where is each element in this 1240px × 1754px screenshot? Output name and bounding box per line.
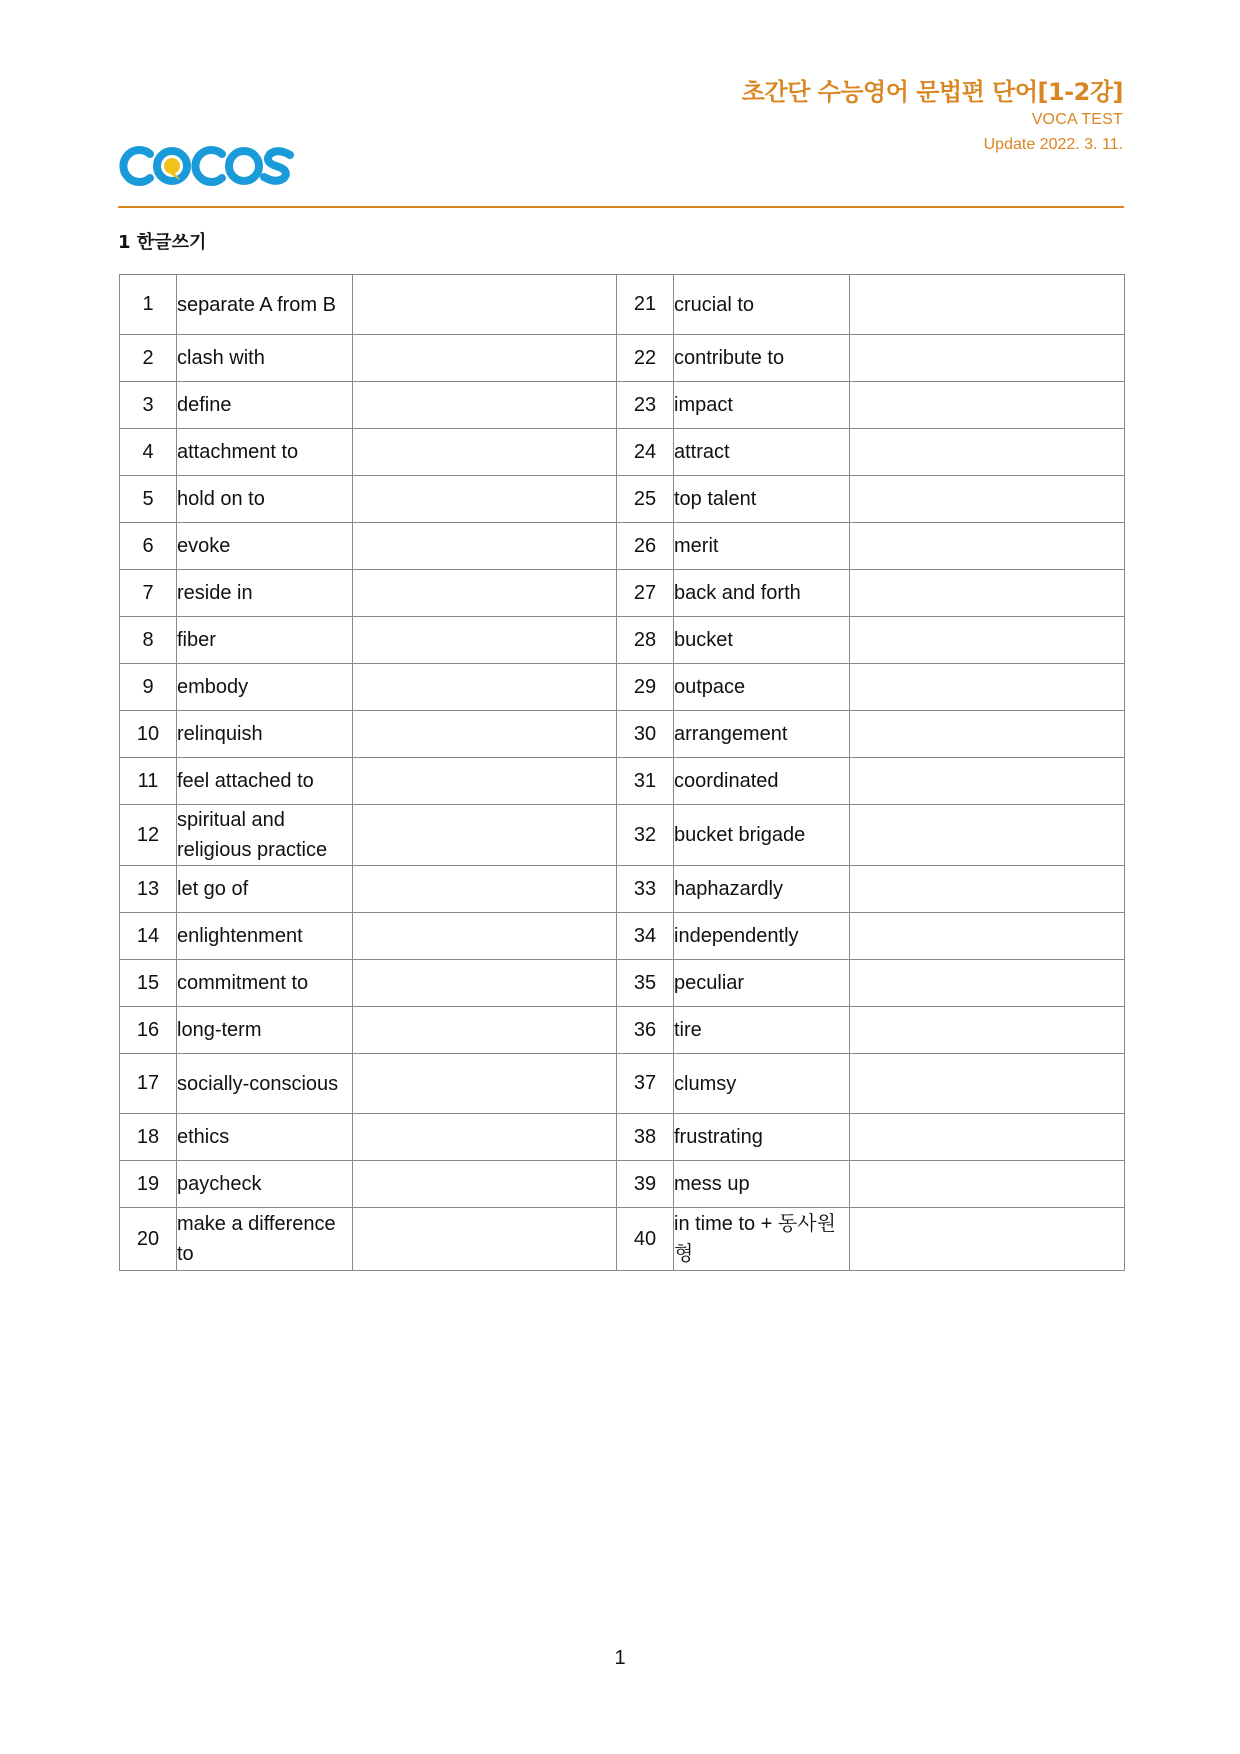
- item-number-left: 17: [120, 1054, 177, 1114]
- vocab-table: [119, 274, 1125, 1271]
- english-word-left: define: [177, 382, 353, 429]
- answer-cell-left[interactable]: [353, 1208, 617, 1271]
- table-row: [120, 1161, 1125, 1208]
- english-word-right: bucket: [674, 617, 850, 664]
- english-word-left: relinquish: [177, 711, 353, 758]
- section-title: 1 한글쓰기: [118, 232, 207, 253]
- item-number-right: 22: [617, 335, 674, 382]
- item-number-right: 36: [617, 1007, 674, 1054]
- answer-cell-right[interactable]: [850, 805, 1125, 866]
- english-word-right: impact: [674, 382, 850, 429]
- item-number-right: 24: [617, 429, 674, 476]
- item-number-left: 3: [120, 382, 177, 429]
- item-number-left: 11: [120, 758, 177, 805]
- answer-cell-left[interactable]: [353, 960, 617, 1007]
- english-word-right: independently: [674, 913, 850, 960]
- item-number-right: 31: [617, 758, 674, 805]
- table-row: [120, 570, 1125, 617]
- table-row: [120, 335, 1125, 382]
- answer-cell-left[interactable]: [353, 913, 617, 960]
- item-number-left: 1: [120, 275, 177, 335]
- english-word-right: back and forth: [674, 570, 850, 617]
- table-row: [120, 1114, 1125, 1161]
- answer-cell-right[interactable]: [850, 866, 1125, 913]
- answer-cell-right[interactable]: [850, 382, 1125, 429]
- table-row: [120, 476, 1125, 523]
- table-row: [120, 429, 1125, 476]
- table-row: [120, 523, 1125, 570]
- item-number-left: 2: [120, 335, 177, 382]
- answer-cell-left[interactable]: [353, 711, 617, 758]
- answer-cell-left[interactable]: [353, 382, 617, 429]
- answer-cell-left[interactable]: [353, 1161, 617, 1208]
- item-number-left: 19: [120, 1161, 177, 1208]
- answer-cell-left[interactable]: [353, 758, 617, 805]
- item-number-right: 30: [617, 711, 674, 758]
- english-word-left: socially-conscious: [177, 1054, 353, 1114]
- table-row: [120, 805, 1125, 866]
- item-number-right: 29: [617, 664, 674, 711]
- document-header: [742, 72, 1123, 154]
- english-word-left: spiritual and religious practice: [177, 805, 353, 866]
- item-number-right: 23: [617, 382, 674, 429]
- item-number-right: 26: [617, 523, 674, 570]
- english-word-right: contribute to: [674, 335, 850, 382]
- item-number-left: 13: [120, 866, 177, 913]
- english-word-left: ethics: [177, 1114, 353, 1161]
- table-row: [120, 913, 1125, 960]
- english-word-left: let go of: [177, 866, 353, 913]
- answer-cell-left[interactable]: [353, 570, 617, 617]
- item-number-left: 15: [120, 960, 177, 1007]
- item-number-left: 5: [120, 476, 177, 523]
- answer-cell-right[interactable]: [850, 1161, 1125, 1208]
- english-word-right: haphazardly: [674, 866, 850, 913]
- answer-cell-left[interactable]: [353, 429, 617, 476]
- answer-cell-left[interactable]: [353, 275, 617, 335]
- english-word-right: tire: [674, 1007, 850, 1054]
- answer-cell-right[interactable]: [850, 758, 1125, 805]
- answer-cell-right[interactable]: [850, 913, 1125, 960]
- answer-cell-right[interactable]: [850, 664, 1125, 711]
- item-number-right: 25: [617, 476, 674, 523]
- english-word-left: clash with: [177, 335, 353, 382]
- english-word-right: crucial to: [674, 275, 850, 335]
- table-row: [120, 617, 1125, 664]
- item-number-right: 34: [617, 913, 674, 960]
- answer-cell-right[interactable]: [850, 335, 1125, 382]
- answer-cell-right[interactable]: [850, 617, 1125, 664]
- document-title: 초간단 수능영어 문법편 단어[1-2강]: [741, 78, 1123, 106]
- item-number-right: 32: [617, 805, 674, 866]
- answer-cell-left[interactable]: [353, 476, 617, 523]
- english-word-left: enlightenment: [177, 913, 353, 960]
- answer-cell-right[interactable]: [850, 1054, 1125, 1114]
- answer-cell-right[interactable]: [850, 275, 1125, 335]
- table-row: [120, 275, 1125, 335]
- answer-cell-left[interactable]: [353, 617, 617, 664]
- answer-cell-right[interactable]: [850, 523, 1125, 570]
- answer-cell-right[interactable]: [850, 1208, 1125, 1271]
- table-row: [120, 1208, 1125, 1271]
- item-number-left: 10: [120, 711, 177, 758]
- item-number-right: 39: [617, 1161, 674, 1208]
- english-word-right: bucket brigade: [674, 805, 850, 866]
- answer-cell-right[interactable]: [850, 476, 1125, 523]
- table-row: [120, 664, 1125, 711]
- item-number-left: 18: [120, 1114, 177, 1161]
- english-word-right: clumsy: [674, 1054, 850, 1114]
- answer-cell-right[interactable]: [850, 570, 1125, 617]
- answer-cell-left[interactable]: [353, 523, 617, 570]
- table-row: [120, 1054, 1125, 1114]
- item-number-right: 28: [617, 617, 674, 664]
- answer-cell-left[interactable]: [353, 335, 617, 382]
- english-word-right: top talent: [674, 476, 850, 523]
- answer-cell-left[interactable]: [353, 1007, 617, 1054]
- table-row: [120, 866, 1125, 913]
- english-word-left: fiber: [177, 617, 353, 664]
- item-number-left: 8: [120, 617, 177, 664]
- answer-cell-left[interactable]: [353, 805, 617, 866]
- english-word-right: attract: [674, 429, 850, 476]
- answer-cell-right[interactable]: [850, 711, 1125, 758]
- item-number-left: 20: [120, 1208, 177, 1271]
- answer-cell-right[interactable]: [850, 1114, 1125, 1161]
- item-number-left: 9: [120, 664, 177, 711]
- update-date: Update 2022. 3. 11.: [983, 136, 1123, 153]
- item-number-right: 38: [617, 1114, 674, 1161]
- english-word-left: reside in: [177, 570, 353, 617]
- english-word-right: mess up: [674, 1161, 850, 1208]
- table-row: [120, 960, 1125, 1007]
- item-number-left: 7: [120, 570, 177, 617]
- english-word-right: in time to + 동사원형: [674, 1208, 850, 1271]
- item-number-left: 6: [120, 523, 177, 570]
- item-number-left: 12: [120, 805, 177, 866]
- item-number-right: 37: [617, 1054, 674, 1114]
- item-number-right: 27: [617, 570, 674, 617]
- english-word-right: peculiar: [674, 960, 850, 1007]
- english-word-left: separate A from B: [177, 275, 353, 335]
- answer-cell-right[interactable]: [850, 960, 1125, 1007]
- english-word-left: make a difference to: [177, 1208, 353, 1271]
- english-word-right: merit: [674, 523, 850, 570]
- english-word-left: hold on to: [177, 476, 353, 523]
- table-row: [120, 382, 1125, 429]
- english-word-left: long-term: [177, 1007, 353, 1054]
- document-subtitle: VOCA TEST: [1031, 111, 1123, 128]
- item-number-left: 14: [120, 913, 177, 960]
- cocos-logo: [118, 144, 298, 188]
- answer-cell-left[interactable]: [353, 664, 617, 711]
- english-word-left: embody: [177, 664, 353, 711]
- answer-cell-left[interactable]: [353, 1054, 617, 1114]
- item-number-left: 16: [120, 1007, 177, 1054]
- english-word-right: frustrating: [674, 1114, 850, 1161]
- answer-cell-right[interactable]: [850, 429, 1125, 476]
- english-word-left: feel attached to: [177, 758, 353, 805]
- table-row: [120, 711, 1125, 758]
- header-divider: [118, 206, 1124, 208]
- english-word-left: evoke: [177, 523, 353, 570]
- answer-cell-right[interactable]: [850, 1007, 1125, 1054]
- item-number-right: 35: [617, 960, 674, 1007]
- page-number: 1: [614, 1647, 626, 1669]
- item-number-right: 21: [617, 275, 674, 335]
- english-word-left: paycheck: [177, 1161, 353, 1208]
- english-word-left: attachment to: [177, 429, 353, 476]
- table-row: [120, 758, 1125, 805]
- item-number-right: 40: [617, 1208, 674, 1271]
- answer-cell-left[interactable]: [353, 1114, 617, 1161]
- english-word-right: coordinated: [674, 758, 850, 805]
- item-number-right: 33: [617, 866, 674, 913]
- item-number-left: 4: [120, 429, 177, 476]
- answer-cell-left[interactable]: [353, 866, 617, 913]
- english-word-right: outpace: [674, 664, 850, 711]
- english-word-right: arrangement: [674, 711, 850, 758]
- english-word-left: commitment to: [177, 960, 353, 1007]
- table-row: [120, 1007, 1125, 1054]
